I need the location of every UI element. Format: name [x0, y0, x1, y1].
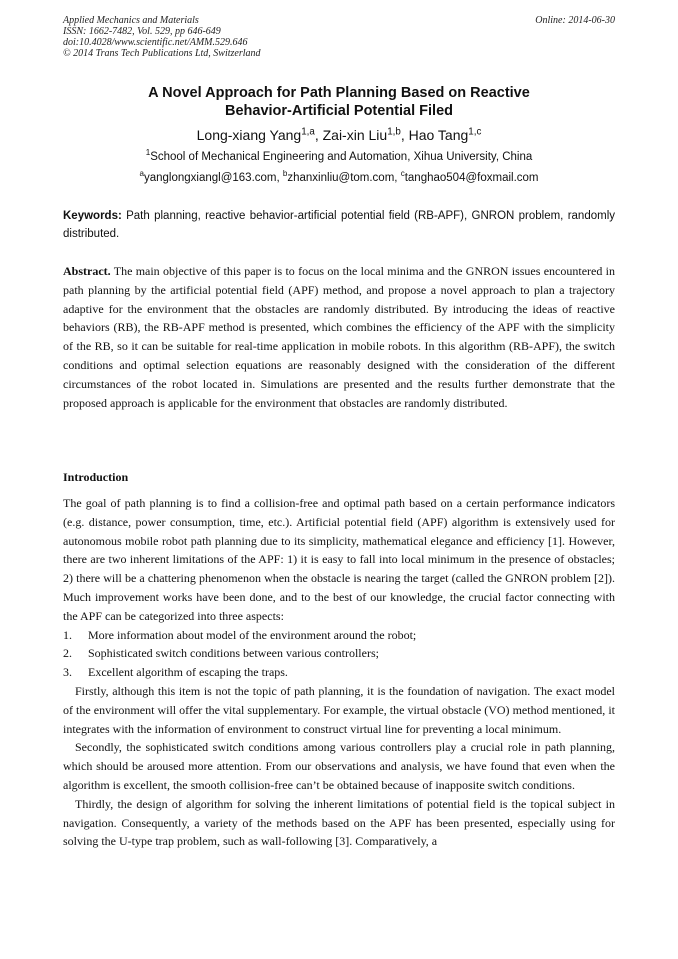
email-sep: ,: [276, 172, 283, 184]
email-sup: a: [139, 169, 144, 179]
email-sup: c: [400, 169, 405, 179]
keywords-block: [63, 207, 615, 243]
doi-line: doi:10.4028/www.scientific.net/AMM.529.646: [63, 37, 248, 48]
author-sup: 1,b: [387, 126, 401, 138]
intro-paragraph-3: Secondly, the sophisticated switch conditions among various controllers play a crucial role in path planning, which should be aroused more attention. From our observations and analysis, we have found that even when the algorithm is excellent, the smooth collision-free can’t be obtained because of inapposite switch conditions.: [63, 740, 615, 792]
list-text: Sophisticated switch conditions between various controllers;: [88, 646, 379, 661]
keywords-label: Keywords:: [63, 210, 122, 222]
title-line-1: A Novel Approach for Path Planning Based on Reactive: [148, 85, 530, 101]
abstract-text: The main objective of this paper is to focus on the local minima and the GNRON issues encountered in path planning by the artificial potential field (APF) method, and propose a novel approach to plan a trajectory adaptive for the environment that the obstacles are randomly distributed. By introducing the ideas of reactive behaviors (RB), the RB-APF method is presented, which combines the efficiency of the APF with the simplicity of the RB, so it can be suitable for real-time application in mobile robots. In this algorithm (RB-APF), the switch conditions and optimal selection equations are reasonably designed with the consideration of the different circumstances of the robot located in. Simulations are presented and the results further demonstrate that the proposed approach is applicable for the environment that obstacles are randomly distributed.: [63, 264, 615, 410]
list-number: 1.: [63, 627, 72, 642]
email-list: [63, 171, 615, 185]
online-date: Online: 2014-06-30: [535, 15, 615, 26]
intro-paragraph-4: Thirdly, the design of algorithm for solving the inherent limitations of potential field is the topical subject in navigation. Consequently, a variety of the methods based on the APF has been presented, especially using for solving the U-type trap problem, such as wall-following [3]. Comparatively, a: [63, 796, 615, 849]
list-text: More information about model of the environment around the robot;: [88, 627, 417, 642]
aspect-list: [63, 626, 615, 682]
intro-paragraph-2: Firstly, although this item is not the topic of path planning, it is the foundation of navigation. The exact model of the environment will offer the vital supplementary. For example, the virtual obstacle (VO) method mentioned, it integrates with the information of environment to construct virtual line for preventing a local minimum.: [63, 683, 615, 736]
list-number: 2.: [63, 646, 72, 661]
list-number: 3.: [63, 665, 72, 680]
affiliation-text: School of Mechanical Engineering and Automation, Xihua University, China: [150, 151, 533, 163]
journal-name: Applied Mechanics and Materials: [63, 15, 199, 26]
author-name: Hao Tang: [408, 127, 469, 143]
abstract-block: [63, 262, 615, 412]
title-line-2: Behavior-Artificial Potential Filed: [224, 103, 453, 119]
author-name: Zai-xin Liu: [322, 127, 388, 143]
author-name: Long-xiang Yang: [196, 127, 302, 143]
list-item: [63, 626, 615, 645]
email-link[interactable]: yanglongxiangl@163.com: [143, 172, 277, 184]
issn-line: ISSN: 1662-7482, Vol. 529, pp 646-649: [63, 26, 221, 37]
author-list: [63, 127, 615, 144]
author-sup: 1,c: [468, 126, 482, 138]
introduction-heading: Introduction: [63, 470, 129, 484]
list-item: [63, 644, 615, 663]
email-sep: ,: [394, 172, 401, 184]
author-sep: ,: [314, 127, 323, 143]
keywords-text: Path planning, reactive behavior-artificial potential field (RB-APF), GNRON problem, randomly distributed.: [63, 210, 615, 240]
author-sup: 1,a: [301, 126, 315, 138]
introduction-body: [63, 494, 615, 851]
email-sup: b: [282, 169, 288, 179]
list-text: Excellent algorithm of escaping the traps.: [88, 665, 288, 680]
abstract-label: Abstract.: [63, 264, 111, 278]
list-item: [63, 663, 615, 682]
email-link[interactable]: tanghao504@foxmail.com: [404, 172, 539, 184]
author-sep: ,: [400, 127, 409, 143]
copyright-line: © 2014 Trans Tech Publications Ltd, Switzerland: [63, 48, 261, 59]
affiliation: [63, 150, 615, 164]
intro-paragraph-1: The goal of path planning is to find a collision-free and optimal path based on a certain performance indicators (e.g. distance, power consumption, time, etc.). Artificial potential field (APF) algorithm is extensively used for autonomous mobile robot path planning due to its simplicity, mathematical elegance and efficiency [1]. However, there are two inherent limitations of the APF: 1) it is easy to fall into local minimum in the presence of obstacles; 2) there will be a chattering phenomenon when the obstacle is nearing the target (called the GNRON problem [2]). Much improvement works have been done, and to the best of our knowledge, the crucial factor connecting with the APF can be categorized into three aspects:: [63, 496, 615, 623]
paper-title: [63, 84, 615, 120]
affiliation-sup: 1: [145, 148, 151, 158]
email-link[interactable]: zhanxinliu@tom.com: [287, 172, 395, 184]
